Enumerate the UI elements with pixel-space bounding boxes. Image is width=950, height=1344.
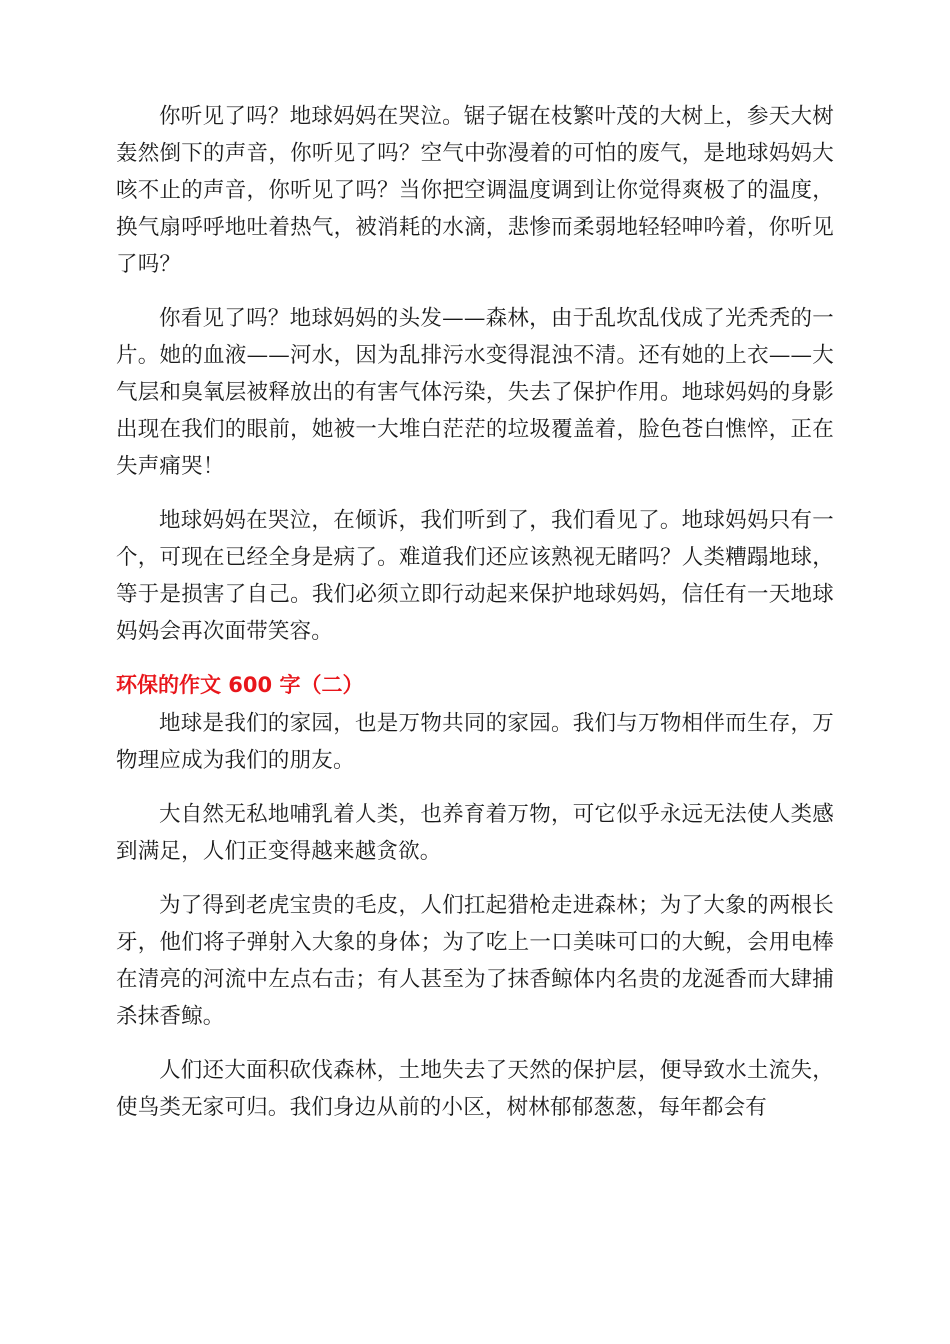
section-heading: 环保的作文 600 字（二）: [116, 673, 364, 697]
paragraph-home: 地球是我们的家园，也是万物共同的家园。我们与万物相伴而生存，万物理应成为我们的朋友。: [116, 711, 834, 773]
paragraph-see: 你看见了吗？地球妈妈的头发——森林，由于乱坎乱伐成了光秃秃的一片。她的血液——河水，因为乱排污水变得混浊不清。还有她的上衣——大气层和臭氧层被释放出的有害气体污染，失去了保护作用。地球妈妈的身影出现在我们的眼前，她被一大堆白茫茫的垃圾覆盖着，脸色苍白憔悴，正在失声痛哭！: [116, 306, 834, 479]
paragraph-nature: 大自然无私地哺乳着人类，也养育着万物，可它似乎永远无法使人类感到满足，人们正变得越来越贪欲。: [116, 802, 834, 864]
paragraph-hear: 你听见了吗？地球妈妈在哭泣。锯子锯在枝繁叶茂的大树上，参天大树轰然倒下的声音，你听见了吗？空气中弥漫着的可怕的废气，是地球妈妈大咳不止的声音，你听见了吗？当你把空调温度调到让你觉得爽极了的温度，换气扇呼呼地吐着热气，被消耗的水滴，悲惨而柔弱地轻轻呻吟着，你听见了吗？: [116, 104, 834, 277]
paragraph-deforestation: 人们还大面积砍伐森林，土地失去了天然的保护层，便导致水土流失，使鸟类无家可归。我们身边从前的小区，树林郁郁葱葱，每年都会有: [116, 1058, 834, 1120]
document-page: [116, 98, 834, 1143]
paragraph-crying: 地球妈妈在哭泣，在倾诉，我们听到了，我们看见了。地球妈妈只有一个，可现在已经全身是病了。难道我们还应该熟视无睹吗？人类糟蹋地球，等于是损害了自己。我们必须立即行动起来保护地球妈妈，信任有一天地球妈妈会再次面带笑容。: [116, 508, 834, 644]
paragraph-hunting: 为了得到老虎宝贵的毛皮，人们扛起猎枪走进森林；为了大象的两根长牙，他们将子弹射入大象的身体；为了吃上一口美味可口的大鲵，会用电棒在清亮的河流中左点右击；有人甚至为了抹香鲸体内名贵的龙涎香而大肆捕杀抹香鲸。: [116, 893, 834, 1029]
